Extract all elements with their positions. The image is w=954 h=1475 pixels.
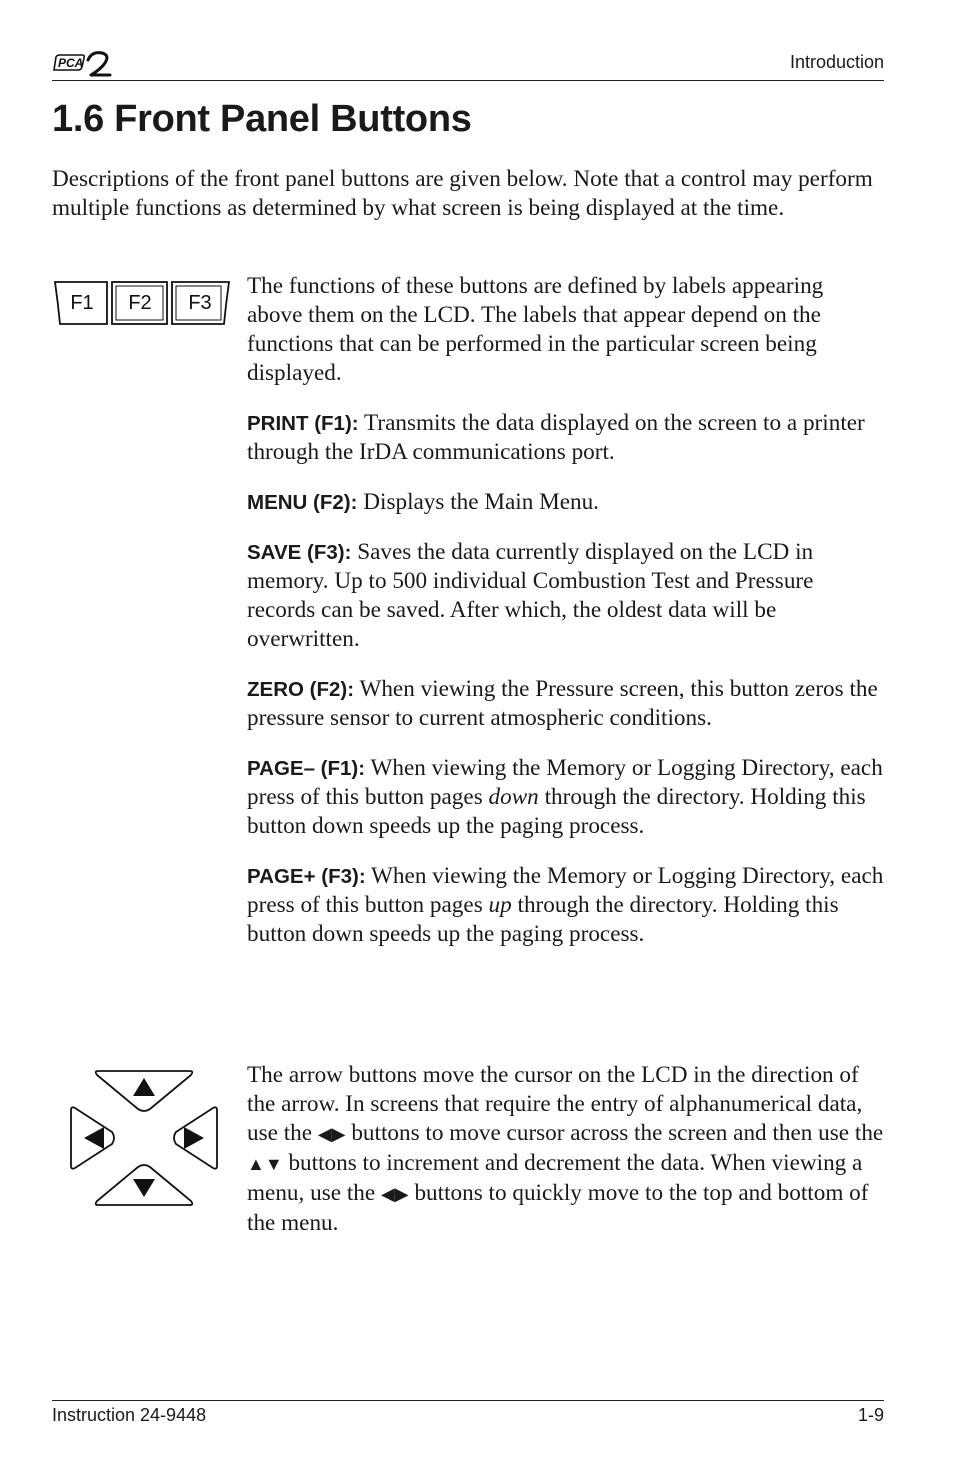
arrow-buttons-description bbox=[247, 1061, 884, 1238]
item-term: SAVE (F3): bbox=[247, 541, 352, 564]
item-text: Displays the Main Menu. bbox=[363, 489, 599, 515]
item-term: PAGE– (F1): bbox=[247, 757, 366, 780]
up-down-arrows-icon: ▲▼ bbox=[247, 1154, 283, 1174]
intro-paragraph: Descriptions of the front panel buttons are given below. Note that a control may perform multiple functions as determined by what screen is being displayed at the time. bbox=[52, 166, 873, 221]
page-header bbox=[52, 44, 884, 81]
item-emphasis: down bbox=[488, 784, 539, 810]
item-page-plus bbox=[247, 862, 884, 949]
arrow-buttons-graphic bbox=[68, 1068, 220, 1208]
item-text: Saves the data currently displayed on the LCD in memory. Up to 500 individual Combustion Test and Pressure records can be saved. After which, the oldest data will be overwritten. bbox=[247, 539, 814, 652]
item-zero bbox=[247, 675, 884, 733]
f2-key-label: F2 bbox=[128, 292, 152, 314]
up-arrow-icon bbox=[133, 1078, 155, 1096]
item-menu bbox=[247, 488, 884, 517]
item-term: PAGE+ (F3): bbox=[247, 865, 366, 888]
down-arrow-icon bbox=[133, 1179, 155, 1197]
page-title: 1.6 Front Panel Buttons bbox=[52, 98, 472, 140]
function-buttons-section bbox=[247, 272, 884, 970]
item-term: MENU (F2): bbox=[247, 491, 358, 514]
item-text: through the directory. Holding this button down speeds up the paging process. bbox=[247, 784, 866, 839]
arrow-buttons-section bbox=[247, 1061, 884, 1259]
section-name: Introduction bbox=[789, 52, 884, 72]
item-term: PRINT (F1): bbox=[247, 412, 359, 435]
document-number: Instruction 24-9448 bbox=[52, 1405, 207, 1425]
item-save bbox=[247, 538, 884, 654]
left-right-arrows-icon: ◀▶ bbox=[380, 1184, 409, 1204]
right-arrow-icon bbox=[184, 1127, 204, 1149]
page-footer bbox=[52, 1400, 884, 1425]
item-text: through the directory. Holding this button down speeds up the paging process. bbox=[247, 892, 839, 947]
page-number: 1-9 bbox=[857, 1405, 884, 1425]
left-arrow-icon bbox=[84, 1127, 104, 1149]
function-buttons-description: The functions of these buttons are defined by labels appearing above them on the LCD. The labels that appear depend on the functions that can be performed in the particular screen being displayed. bbox=[247, 273, 824, 386]
item-text: Transmits the data displayed on the screen to a printer through the IrDA communications port. bbox=[247, 410, 865, 465]
f3-key-label: F3 bbox=[188, 292, 212, 314]
svg-text:PCA: PCA bbox=[58, 56, 84, 70]
f1-key-label: F1 bbox=[70, 292, 94, 314]
item-print bbox=[247, 409, 884, 467]
item-text: When viewing the Memory or Logging Directory, each press of this button pages bbox=[247, 755, 883, 810]
pca2-logo bbox=[52, 48, 114, 78]
text-run: buttons to quickly move to the top and bottom of the menu. bbox=[247, 1180, 869, 1236]
text-run: buttons to move cursor across the screen and then use the bbox=[345, 1120, 884, 1146]
item-text: When viewing the Memory or Logging Directory, each press of this button pages bbox=[247, 863, 884, 918]
item-text: When viewing the Pressure screen, this button zeros the pressure sensor to current atmospheric conditions. bbox=[247, 676, 878, 731]
left-right-arrows-icon: ◀▶ bbox=[317, 1124, 346, 1144]
item-emphasis: up bbox=[488, 892, 512, 918]
item-page-minus bbox=[247, 754, 884, 841]
text-run: buttons to increment and decrement the data. When viewing a menu, use the bbox=[247, 1150, 863, 1206]
item-term: ZERO (F2): bbox=[247, 678, 355, 701]
function-buttons-graphic bbox=[52, 279, 232, 327]
text-run: The arrow buttons move the cursor on the LCD in the direction of the arrow. In screens that require the entry of alphanumerical data, use the bbox=[247, 1062, 863, 1146]
